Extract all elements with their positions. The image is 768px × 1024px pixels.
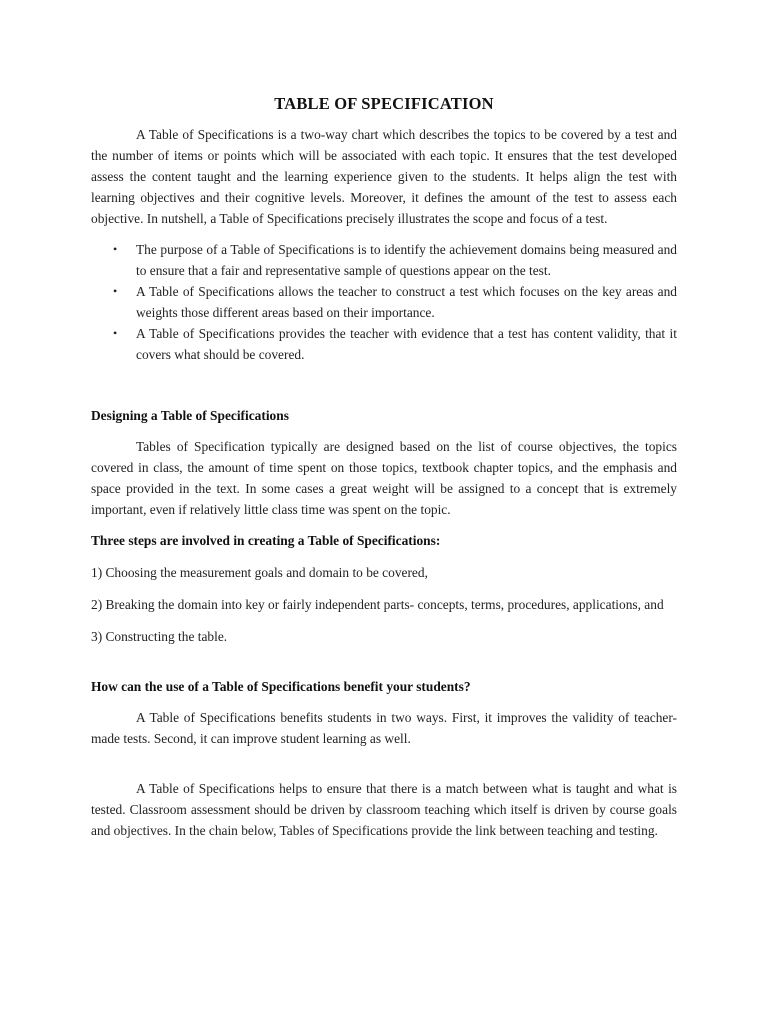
- benefit-paragraph-2: A Table of Specifications helps to ensure that there is a match between what is taught and what is tested. Classroom assessment should be driven by classroom teaching which itself is driven by course goals and objectives. In the chain below, Tables of Specifications provide the link between teaching and testing.: [91, 781, 677, 838]
- steps-heading: Three steps are involved in creating a Table of Specifications:: [91, 533, 441, 548]
- bullet-text: A Table of Specifications allows the teacher to construct a test which focuses on the key areas and weights those different areas based on their importance.: [136, 284, 677, 320]
- bullet-icon: •: [113, 326, 118, 340]
- benefit-heading: How can the use of a Table of Specifications benefit your students?: [91, 679, 471, 694]
- bullet-icon: •: [113, 242, 118, 256]
- benefit-paragraph-1: A Table of Specifications benefits students in two ways. First, it improves the validity of teacher-made tests. Second, it can improve student learning as well.: [91, 710, 677, 746]
- purpose-bullet-list: [91, 239, 677, 365]
- bullet-item: [91, 323, 677, 365]
- document-title: TABLE OF SPECIFICATION: [274, 94, 494, 113]
- bullet-text: A Table of Specifications provides the teacher with evidence that a test has content validity, that it covers what should be covered.: [136, 326, 677, 362]
- designing-heading: Designing a Table of Specifications: [91, 408, 289, 423]
- step-item: 2) Breaking the domain into key or fairly independent parts- concepts, terms, procedures, applications, and: [91, 597, 664, 612]
- bullet-icon: •: [113, 284, 118, 298]
- step-item: 1) Choosing the measurement goals and domain to be covered,: [91, 565, 428, 580]
- bullet-item: [91, 281, 677, 323]
- intro-paragraph: A Table of Specifications is a two-way chart which describes the topics to be covered by a test and the number of items or points which will be associated with each topic. It ensures that the test developed assess the content taught and the learning experience given to the students. It helps align the test with learning objectives and their cognitive levels. Moreover, it defines the amount of the test to assess each objective. In nutshell, a Table of Specifications precisely illustrates the scope and focus of a test.: [91, 127, 677, 226]
- step-item: 3) Constructing the table.: [91, 629, 228, 644]
- bullet-item: [91, 239, 677, 281]
- bullet-text: The purpose of a Table of Specifications is to identify the achievement domains being measured and to ensure that a fair and representative sample of questions appear on the test.: [136, 242, 677, 278]
- designing-paragraph: Tables of Specification typically are designed based on the list of course objectives, the topics covered in class, the amount of time spent on those topics, textbook chapter topics, and the emphasis and space provided in the text. In some cases a great weight will be assigned to a concept that is extremely important, even if relatively little class time was spent on the topic.: [91, 439, 677, 517]
